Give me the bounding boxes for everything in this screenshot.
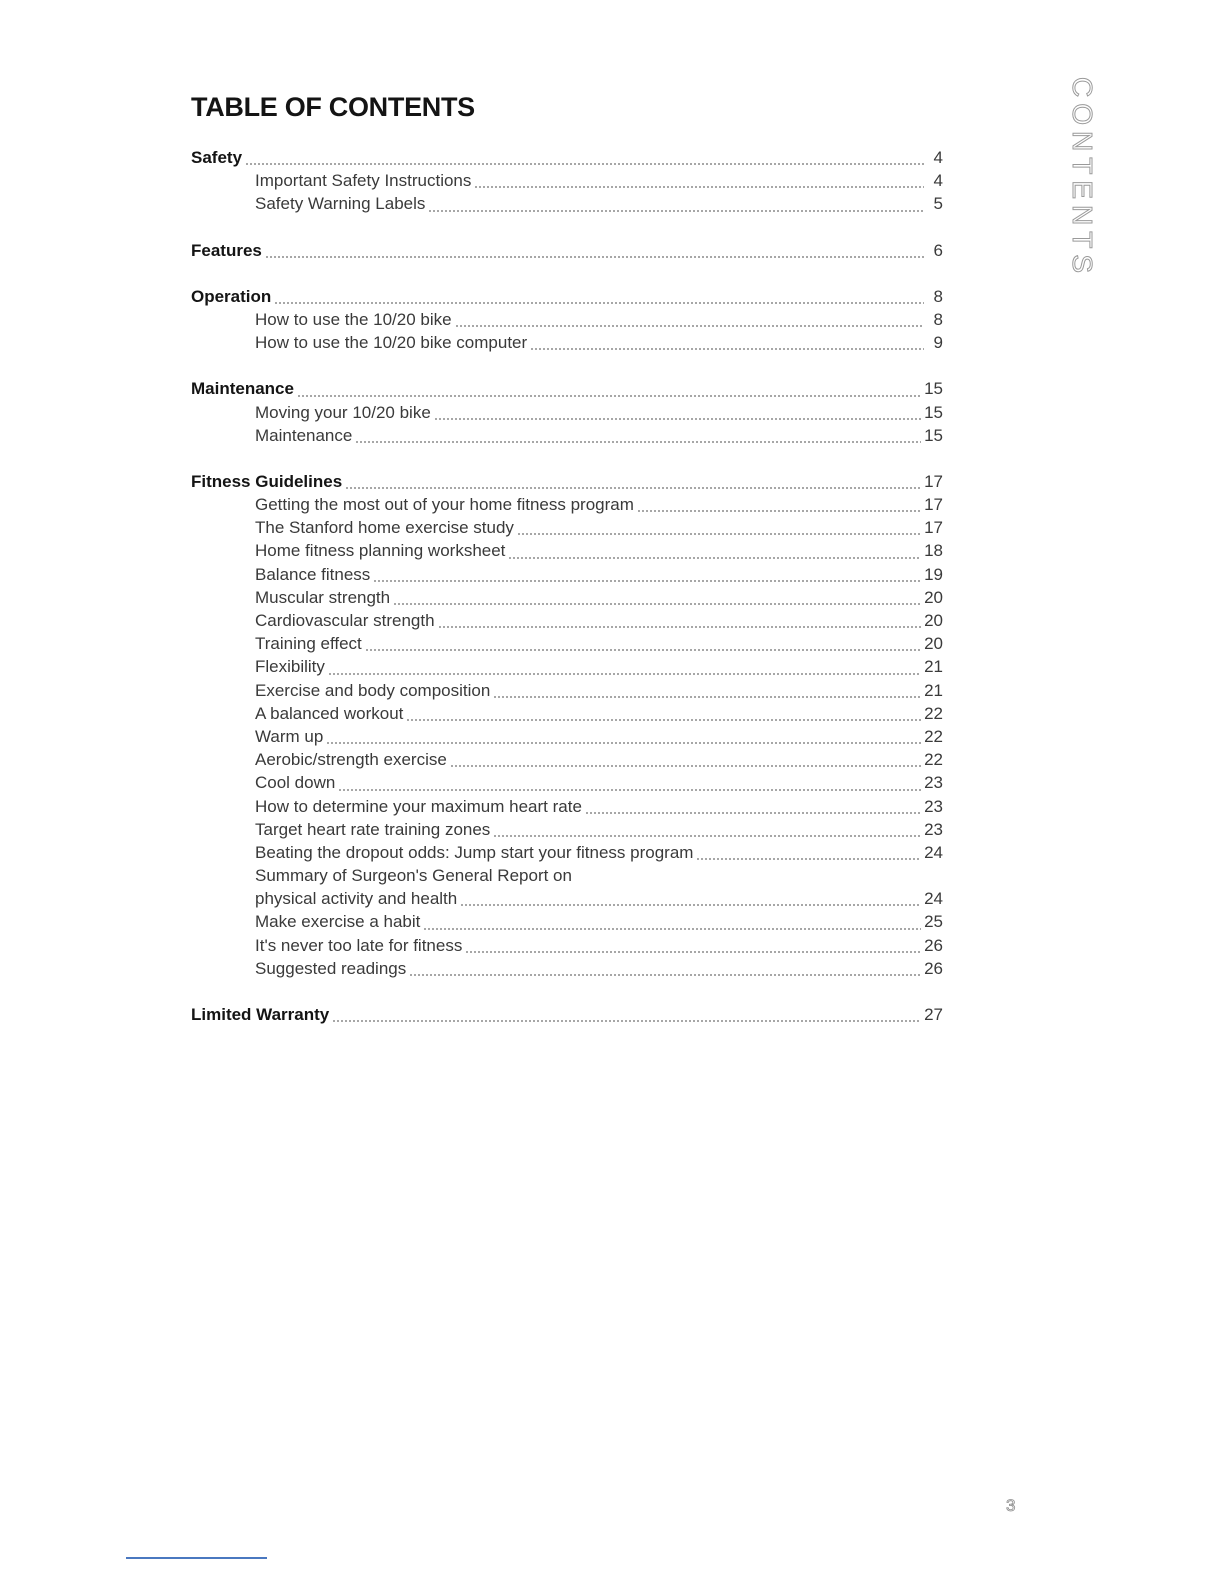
toc-entry-page-number: 23 [924, 796, 943, 816]
toc-section [191, 379, 943, 449]
toc-entry-label: Aerobic/strength exercise [255, 750, 447, 770]
toc-entry-row[interactable] [191, 866, 943, 889]
toc-entry-page-number: 21 [924, 657, 943, 677]
toc-entry-label: How to use the 10/20 bike computer [255, 333, 528, 353]
toc-entry-row[interactable] [191, 333, 943, 356]
side-tab-label: CONTENTS [1067, 77, 1098, 279]
toc-entry-page-number: 26 [924, 935, 943, 955]
dot-leader [637, 510, 921, 512]
toc-section-heading-row[interactable] [191, 472, 943, 495]
toc-entry-row[interactable] [191, 959, 943, 982]
toc-entry-row[interactable] [191, 588, 943, 611]
toc-section-heading-label: Features [191, 240, 262, 260]
dot-leader [373, 580, 921, 582]
page-title: TABLE OF CONTENTS [191, 92, 475, 122]
toc-entry-row[interactable] [191, 773, 943, 796]
toc-entry-row[interactable] [191, 820, 943, 843]
toc-entry-row[interactable] [191, 495, 943, 518]
toc-entry-row[interactable] [191, 565, 943, 588]
dot-leader [474, 186, 924, 188]
toc-section-heading-row[interactable] [191, 148, 943, 171]
toc-section-heading-page-number: 8 [933, 286, 943, 306]
toc-entry-page-number: 25 [924, 912, 943, 932]
toc-section-heading-label: Fitness Guidelines [191, 471, 343, 491]
dot-leader [406, 719, 921, 721]
toc-entry-page-number: 24 [924, 889, 943, 909]
toc-entry-row[interactable] [191, 171, 943, 194]
toc-entry-row[interactable] [191, 727, 943, 750]
toc-entry-label: Beating the dropout odds: Jump start your fitness program [255, 842, 694, 862]
dot-leader [274, 302, 924, 304]
dot-leader [423, 928, 921, 930]
toc-section-heading-row[interactable] [191, 379, 943, 402]
toc-entry-label: Target heart rate training zones [255, 819, 491, 839]
toc-entry-row[interactable] [191, 936, 943, 959]
toc-entry-row[interactable] [191, 634, 943, 657]
toc-entry-label: Make exercise a habit [255, 912, 421, 932]
toc-entry-row[interactable] [191, 518, 943, 541]
toc-section-heading-label: Maintenance [191, 379, 294, 399]
table-of-contents [191, 148, 943, 1051]
dot-leader [696, 858, 921, 860]
toc-entry-label: Warm up [255, 726, 324, 746]
toc-entry-label: Cardiovascular strength [255, 611, 435, 630]
toc-entry-row[interactable] [191, 681, 943, 704]
dot-leader [530, 348, 924, 350]
toc-section [191, 287, 943, 357]
toc-section [191, 472, 943, 982]
toc-entry-page-number: 17 [924, 495, 943, 515]
toc-entry-label: Balance fitness [255, 564, 371, 584]
toc-entry-label: Muscular strength [255, 587, 391, 607]
toc-entry-label: Exercise and body composition [255, 680, 491, 700]
dot-leader [465, 951, 921, 953]
toc-entry-label: Moving your 10/20 bike [255, 402, 431, 422]
toc-entry-row[interactable] [191, 750, 943, 773]
dot-leader [326, 742, 921, 744]
dot-leader [585, 812, 921, 814]
toc-entry-label: It's never too late for fitness [255, 935, 463, 955]
dot-leader [409, 974, 921, 976]
toc-section-heading-row[interactable] [191, 241, 943, 264]
toc-entry-label: Suggested readings [255, 958, 407, 978]
toc-entry-label: The Stanford home exercise study [255, 518, 514, 538]
toc-entry-page-number: 23 [924, 773, 943, 793]
toc-entry-page-number: 24 [924, 842, 943, 862]
toc-entry-row[interactable] [191, 541, 943, 564]
toc-entry-page-number: 20 [924, 611, 943, 630]
toc-entry-row[interactable] [191, 611, 943, 634]
dot-leader [338, 789, 921, 791]
toc-entry-label: Home fitness planning worksheet [255, 541, 506, 561]
toc-section-heading-page-number: 6 [933, 240, 943, 260]
toc-entry-label: How to use the 10/20 bike [255, 309, 452, 329]
toc-section-heading-page-number: 27 [924, 1005, 943, 1024]
dot-leader [355, 441, 921, 443]
toc-section-heading-page-number: 15 [924, 379, 943, 399]
toc-entry-page-number: 20 [924, 634, 943, 654]
toc-entry-page-number: 26 [924, 958, 943, 978]
toc-entry-row[interactable] [191, 310, 943, 333]
toc-entry-label: How to determine your maximum heart rate [255, 796, 582, 816]
toc-entry-page-number: 18 [924, 541, 943, 561]
toc-entry-page-number: 5 [933, 194, 943, 214]
toc-entry-label: Getting the most out of your home fitness program [255, 495, 634, 515]
toc-entry-page-number: 22 [924, 726, 943, 746]
toc-entry-page-number: 22 [924, 750, 943, 770]
toc-entry-page-number: 8 [933, 309, 943, 329]
toc-entry-page-number: 20 [924, 587, 943, 607]
dot-leader [245, 163, 924, 165]
dot-leader [332, 1020, 921, 1022]
toc-entry-page-number: 4 [933, 171, 943, 191]
toc-entry-row[interactable] [191, 426, 943, 449]
toc-entry-row[interactable] [191, 912, 943, 935]
dot-leader [438, 626, 922, 628]
toc-entry-page-number: 15 [924, 402, 943, 422]
toc-section-heading-row[interactable] [191, 287, 943, 310]
toc-section-heading-label: Safety [191, 148, 243, 167]
toc-entry-label: A balanced workout [255, 703, 404, 723]
toc-entry-row[interactable] [191, 403, 943, 426]
dot-leader [328, 673, 921, 675]
toc-entry-label: Summary of Surgeon's General Report on [255, 866, 572, 886]
dot-leader [460, 904, 921, 906]
toc-entry-page-number: 17 [924, 518, 943, 538]
toc-section-heading-row[interactable] [191, 1005, 943, 1028]
dot-leader [493, 835, 921, 837]
dot-leader [393, 603, 921, 605]
toc-entry-label: Training effect [255, 634, 362, 654]
side-tab [1064, 77, 1100, 279]
dot-leader [345, 487, 921, 489]
toc-entry-label: physical activity and health [255, 889, 458, 909]
dot-leader [517, 533, 921, 535]
dot-leader [428, 210, 924, 212]
dot-leader [575, 881, 924, 883]
dot-leader [297, 395, 921, 397]
toc-entry-page-number: 19 [924, 564, 943, 584]
footer-rule [126, 1557, 267, 1559]
toc-entry-page-number: 9 [933, 333, 943, 353]
toc-entry-label: Safety Warning Labels [255, 194, 426, 214]
page-number: 3 [1006, 1496, 1016, 1515]
toc-entry-row[interactable] [191, 704, 943, 727]
dot-leader [434, 418, 921, 420]
dot-leader [265, 256, 924, 258]
toc-section-heading-label: Limited Warranty [191, 1005, 330, 1024]
toc-entry-label: Cool down [255, 773, 336, 793]
dot-leader [493, 696, 921, 698]
toc-section-heading-page-number: 17 [924, 471, 943, 491]
toc-entry-row[interactable] [191, 797, 943, 820]
toc-entry-page-number: 22 [924, 703, 943, 723]
toc-section [191, 241, 943, 264]
toc-entry-row[interactable] [191, 889, 943, 912]
toc-entry-row[interactable] [191, 657, 943, 680]
dot-leader [455, 325, 924, 327]
toc-entry-page-number: 15 [924, 425, 943, 445]
toc-entry-row[interactable] [191, 843, 943, 866]
toc-section-heading-label: Operation [191, 286, 272, 306]
dot-leader [365, 649, 921, 651]
toc-entry-page-number: 23 [924, 819, 943, 839]
toc-section [191, 1005, 943, 1028]
dot-leader [450, 765, 921, 767]
toc-section-heading-page-number: 4 [933, 148, 943, 167]
toc-entry-page-number: 21 [924, 680, 943, 700]
toc-entry-label: Maintenance [255, 425, 353, 445]
dot-leader [508, 557, 921, 559]
toc-section [191, 148, 943, 218]
toc-entry-label: Flexibility [255, 657, 325, 677]
toc-entry-row[interactable] [191, 194, 943, 217]
toc-entry-label: Important Safety Instructions [255, 171, 472, 191]
